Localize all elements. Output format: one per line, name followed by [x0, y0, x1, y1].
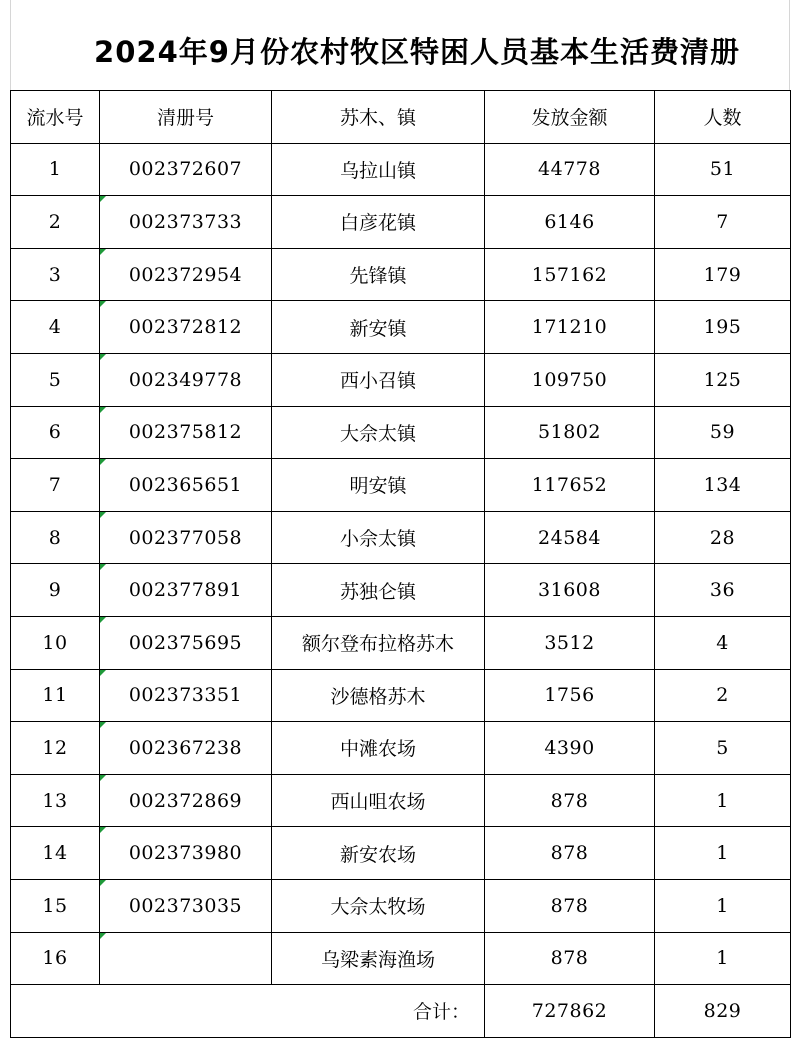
town-cell[interactable]: 大佘太牧场	[272, 879, 485, 932]
town-cell[interactable]: 新安农场	[272, 827, 485, 880]
total-people[interactable]: 829	[655, 985, 791, 1038]
seq-cell[interactable]: 12	[11, 722, 100, 775]
table-row	[11, 879, 791, 932]
register-no-cell[interactable]	[100, 932, 272, 985]
seq-cell[interactable]: 10	[11, 616, 100, 669]
register-no-cell[interactable]	[100, 248, 272, 301]
seq-cell[interactable]: 11	[11, 669, 100, 722]
amount-cell[interactable]: 1756	[485, 669, 655, 722]
amount-cell[interactable]: 157162	[485, 248, 655, 301]
people-cell[interactable]: 51	[655, 143, 791, 196]
amount-cell[interactable]: 3512	[485, 616, 655, 669]
table-row	[11, 406, 791, 459]
people-cell[interactable]: 134	[655, 459, 791, 512]
text-number-marker-icon	[100, 775, 106, 781]
people-cell[interactable]: 2	[655, 669, 791, 722]
seq-cell[interactable]: 16	[11, 932, 100, 985]
town-cell[interactable]: 乌拉山镇	[272, 143, 485, 196]
town-cell[interactable]: 额尔登布拉格苏木	[272, 616, 485, 669]
register-no-text: 002373980	[128, 842, 243, 865]
amount-cell[interactable]: 878	[485, 774, 655, 827]
people-cell[interactable]: 1	[655, 774, 791, 827]
register-no-text: 002375695	[128, 631, 243, 654]
town-cell[interactable]: 明安镇	[272, 459, 485, 512]
amount-cell[interactable]: 31608	[485, 564, 655, 617]
text-number-marker-icon	[100, 354, 106, 360]
text-number-marker-icon	[100, 459, 106, 465]
town-cell[interactable]: 大佘太镇	[272, 406, 485, 459]
text-number-marker-icon	[100, 512, 106, 518]
table-row	[11, 669, 791, 722]
seq-cell[interactable]: 2	[11, 196, 100, 249]
people-cell[interactable]: 195	[655, 301, 791, 354]
register-no-text: 002365651	[128, 473, 243, 496]
seq-cell[interactable]: 3	[11, 248, 100, 301]
register-no-cell[interactable]	[100, 774, 272, 827]
register-no-cell[interactable]	[100, 669, 272, 722]
register-no-cell[interactable]	[100, 459, 272, 512]
header-people[interactable]: 人数	[655, 91, 791, 144]
header-town[interactable]: 苏木、镇	[272, 91, 485, 144]
text-number-marker-icon	[100, 564, 106, 570]
people-cell[interactable]: 36	[655, 564, 791, 617]
register-no-text: 002372954	[128, 263, 243, 286]
seq-cell[interactable]: 6	[11, 406, 100, 459]
people-cell[interactable]: 4	[655, 616, 791, 669]
amount-cell[interactable]: 6146	[485, 196, 655, 249]
table-row	[11, 616, 791, 669]
people-cell[interactable]: 179	[655, 248, 791, 301]
total-amount[interactable]: 727862	[485, 985, 655, 1038]
register-no-text: 002372812	[128, 316, 243, 339]
seq-cell[interactable]: 15	[11, 879, 100, 932]
table-row	[11, 511, 791, 564]
header-register-no[interactable]: 清册号	[100, 91, 272, 144]
register-no-cell[interactable]	[100, 827, 272, 880]
text-number-marker-icon	[100, 670, 106, 676]
table-row	[11, 248, 791, 301]
amount-cell[interactable]: 51802	[485, 406, 655, 459]
seq-cell[interactable]: 7	[11, 459, 100, 512]
table-row	[11, 196, 791, 249]
total-row	[11, 985, 791, 1038]
amount-cell[interactable]: 117652	[485, 459, 655, 512]
total-label[interactable]: 合计：	[11, 985, 485, 1038]
town-cell[interactable]: 乌梁素海渔场	[272, 932, 485, 985]
register-no-cell[interactable]	[100, 406, 272, 459]
register-no-text: 002377891	[128, 579, 243, 602]
text-number-marker-icon	[100, 617, 106, 623]
register-no-text: 002349778	[128, 368, 243, 391]
town-cell[interactable]: 西小召镇	[272, 353, 485, 406]
amount-cell[interactable]: 171210	[485, 301, 655, 354]
text-number-marker-icon	[100, 933, 106, 939]
seq-cell[interactable]: 14	[11, 827, 100, 880]
table-row	[11, 143, 791, 196]
register-no-cell[interactable]: 002372607	[100, 143, 272, 196]
text-number-marker-icon	[100, 722, 106, 728]
seq-cell[interactable]: 4	[11, 301, 100, 354]
text-number-marker-icon	[100, 196, 106, 202]
people-cell[interactable]: 28	[655, 511, 791, 564]
register-no-cell[interactable]	[100, 564, 272, 617]
header-amount[interactable]: 发放金额	[485, 91, 655, 144]
people-cell[interactable]: 1	[655, 879, 791, 932]
text-number-marker-icon	[100, 880, 106, 886]
register-no-cell[interactable]	[100, 722, 272, 775]
register-no-text: 002373733	[128, 210, 243, 233]
people-cell[interactable]: 1	[655, 827, 791, 880]
table-row	[11, 459, 791, 512]
table-row	[11, 301, 791, 354]
table-row	[11, 774, 791, 827]
page-title: 2024年9月份农村牧区特困人员基本生活费清册	[94, 35, 740, 69]
town-cell[interactable]: 白彦花镇	[272, 196, 485, 249]
seq-cell[interactable]: 8	[11, 511, 100, 564]
amount-cell[interactable]: 24584	[485, 511, 655, 564]
roster-body	[11, 143, 791, 985]
register-no-cell[interactable]	[100, 353, 272, 406]
text-number-marker-icon	[100, 827, 106, 833]
text-number-marker-icon	[100, 249, 106, 255]
town-cell[interactable]: 西山咀农场	[272, 774, 485, 827]
table-row	[11, 932, 791, 985]
people-cell[interactable]: 125	[655, 353, 791, 406]
seq-cell[interactable]: 13	[11, 774, 100, 827]
text-number-marker-icon	[100, 301, 106, 307]
seq-cell[interactable]: 5	[11, 353, 100, 406]
text-number-marker-icon	[100, 407, 106, 413]
header-row	[11, 91, 791, 144]
header-seq[interactable]: 流水号	[11, 91, 100, 144]
amount-cell[interactable]: 878	[485, 932, 655, 985]
register-no-text: 002373351	[128, 684, 243, 707]
register-no-text: 002367238	[128, 736, 243, 759]
people-cell[interactable]: 59	[655, 406, 791, 459]
register-no-text: 002372869	[128, 789, 243, 812]
seq-cell[interactable]: 1	[11, 143, 100, 196]
amount-cell[interactable]: 4390	[485, 722, 655, 775]
roster-table	[10, 90, 791, 1038]
people-cell[interactable]: 7	[655, 196, 791, 249]
register-no-cell[interactable]	[100, 301, 272, 354]
table-row	[11, 353, 791, 406]
table-row	[11, 722, 791, 775]
town-cell[interactable]: 中滩农场	[272, 722, 485, 775]
register-no-cell[interactable]	[100, 511, 272, 564]
register-no-text: 002377058	[128, 526, 243, 549]
amount-cell[interactable]: 878	[485, 827, 655, 880]
town-cell[interactable]: 沙德格苏木	[272, 669, 485, 722]
seq-cell[interactable]: 9	[11, 564, 100, 617]
register-no-cell[interactable]	[100, 879, 272, 932]
people-cell[interactable]: 5	[655, 722, 791, 775]
amount-cell[interactable]: 878	[485, 879, 655, 932]
table-row	[11, 827, 791, 880]
amount-cell[interactable]: 109750	[485, 353, 655, 406]
amount-cell[interactable]: 44778	[485, 143, 655, 196]
town-cell[interactable]: 新安镇	[272, 301, 485, 354]
register-no-text: 002375812	[128, 421, 243, 444]
register-no-cell[interactable]	[100, 616, 272, 669]
town-cell[interactable]: 苏独仑镇	[272, 564, 485, 617]
register-no-cell[interactable]	[100, 196, 272, 249]
table-row	[11, 564, 791, 617]
town-cell[interactable]: 先锋镇	[272, 248, 485, 301]
register-no-text: 002373035	[128, 894, 243, 917]
town-cell[interactable]: 小佘太镇	[272, 511, 485, 564]
people-cell[interactable]: 1	[655, 932, 791, 985]
